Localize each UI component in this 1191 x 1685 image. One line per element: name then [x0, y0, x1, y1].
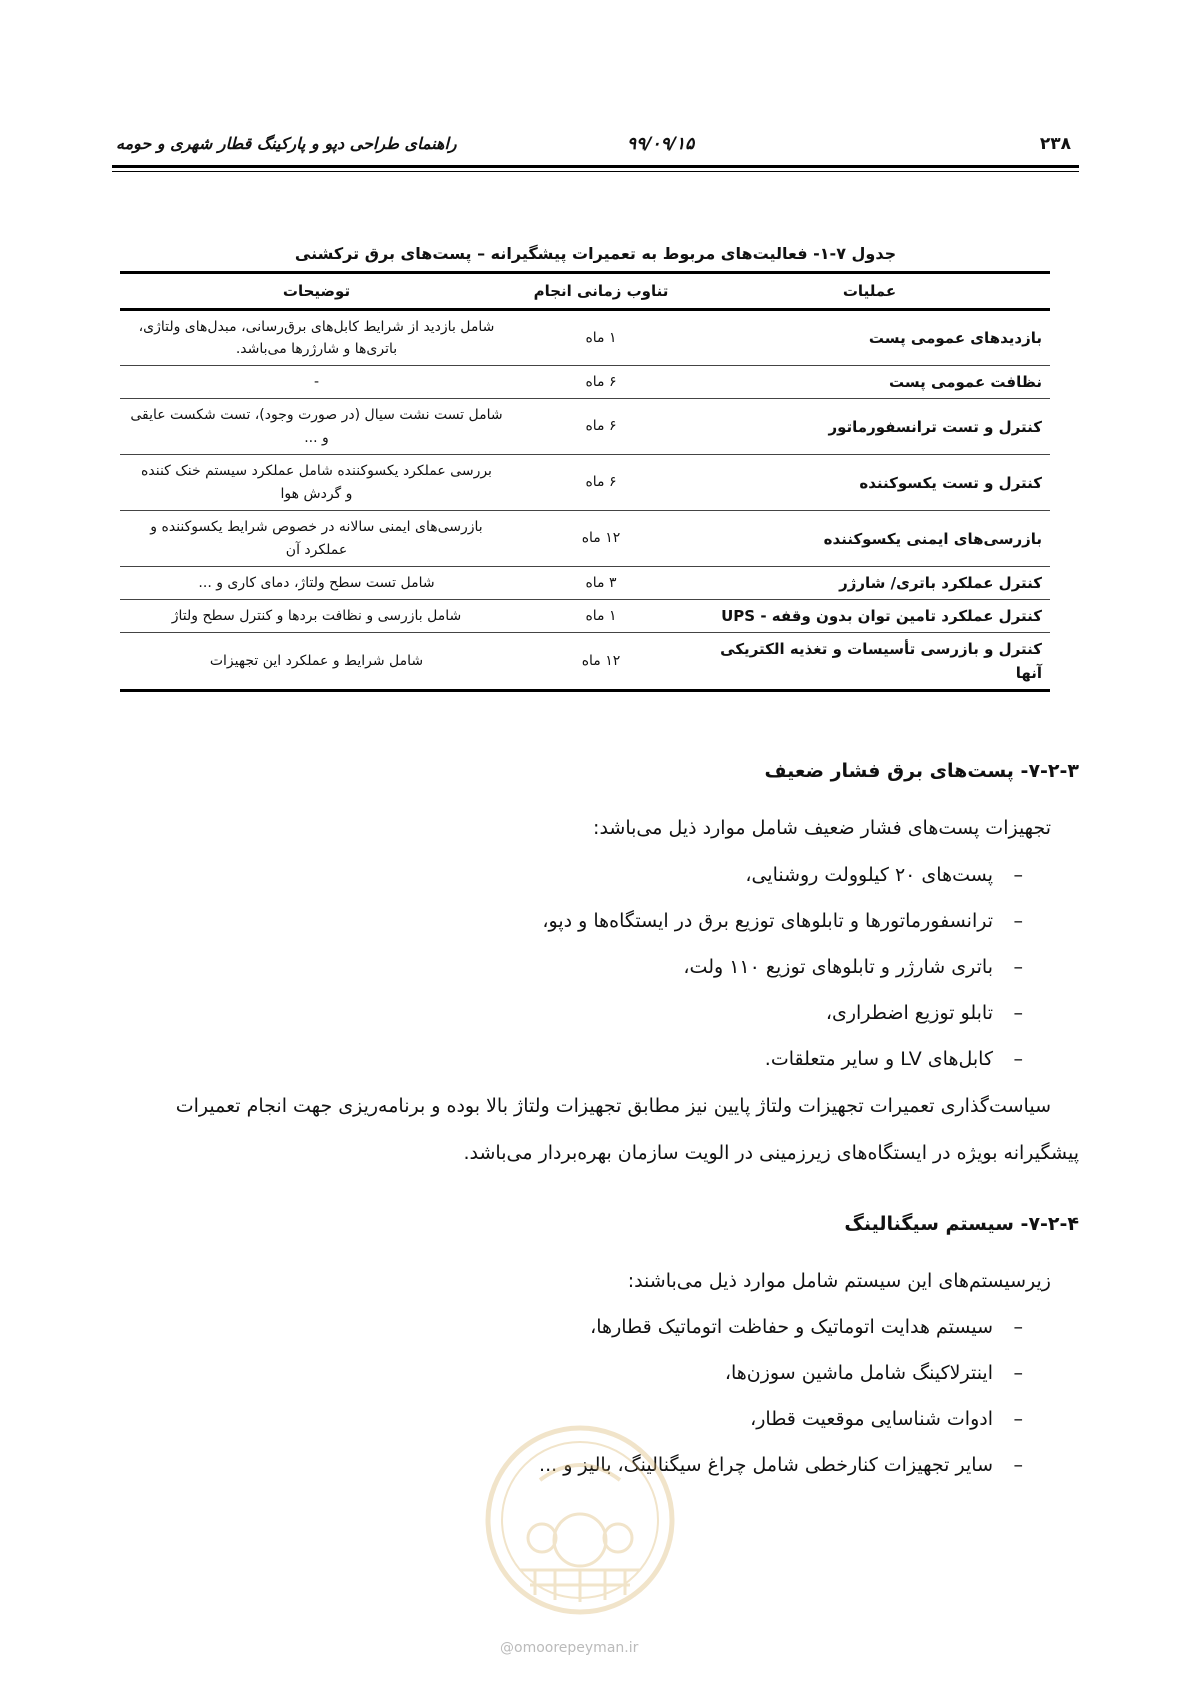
section-intro: زیرسیستم‌های این سیستم شامل موارد ذیل می‌باشند: [627, 1270, 1051, 1292]
page-number: ۲۳۸ [1039, 134, 1071, 154]
description-line: بررسی عملکرد یکسوکننده شامل عملکرد سیستم خنک کننده [141, 463, 492, 480]
header-rule-thick [112, 165, 1079, 168]
bullet-dash: – [1013, 864, 1023, 886]
description-cell [120, 600, 513, 633]
policy-line: پیشگیرانه بویژه در ایستگاه‌های زیرزمینی در الویت سازمان بهره‌بردار می‌باشد. [463, 1142, 1079, 1164]
frequency-cell: ۶ ماه [513, 366, 689, 399]
description-cell [120, 366, 513, 399]
table-row [120, 310, 1050, 366]
header-description: توضیحات [120, 273, 513, 310]
list-item-text: ادوات شناسایی موقعیت قطار، [750, 1408, 993, 1430]
table-row [120, 511, 1050, 567]
list-item [745, 864, 1023, 886]
description-cell [120, 310, 513, 366]
description-line: و گردش هوا [280, 485, 353, 502]
list-item [542, 910, 1023, 932]
bullet-dash: – [1013, 910, 1023, 932]
table-header-row [120, 273, 1050, 310]
list-item-text: باتری شارژر و تابلوهای توزیع ۱۱۰ ولت، [683, 956, 993, 978]
watermark-seal-icon [480, 1420, 680, 1620]
table-row [120, 633, 1050, 691]
operation-cell: نظافت عمومی پست [689, 366, 1050, 399]
bullet-dash: – [1013, 1048, 1023, 1070]
list-item [590, 1316, 1023, 1338]
table-row [120, 600, 1050, 633]
description-cell [120, 399, 513, 455]
policy-paragraph [114, 1083, 1079, 1177]
header-operations: عملیات [689, 273, 1050, 310]
description-line: شامل بازرسی و نظافت بردها و کنترل سطح ولتاژ [171, 607, 462, 624]
description-cell [120, 455, 513, 511]
bullet-dash: – [1013, 1454, 1023, 1476]
frequency-cell: ۱۲ ماه [513, 511, 689, 567]
description-line: شامل تست نشت سیال (در صورت وجود)، تست شکست عایقی [130, 407, 503, 424]
description-line: شامل شرایط و عملکرد این تجهیزات [209, 652, 424, 669]
description-cell [120, 633, 513, 691]
list-item [826, 1002, 1023, 1024]
table-row [120, 399, 1050, 455]
bullet-dash: – [1013, 956, 1023, 978]
section-heading-signaling: ۷-۲-۴- سیستم سیگنالینگ [844, 1213, 1079, 1235]
list-item [725, 1362, 1023, 1384]
bullet-dash: – [1013, 1362, 1023, 1384]
frequency-cell: ۱ ماه [513, 600, 689, 633]
header-rule-thin [112, 171, 1079, 172]
description-cell [120, 511, 513, 567]
header-frequency: تناوب زمانی انجام [513, 273, 689, 310]
bullet-dash: – [1013, 1002, 1023, 1024]
policy-line: سیاست‌گذاری تعمیرات تجهیزات ولتاژ پایین نیز مطابق تجهیزات ولتاژ بالا بوده و برنامه‌ریزی جهت انجام تعمیرات [175, 1095, 1051, 1117]
list-item [765, 1048, 1023, 1070]
frequency-cell: ۱ ماه [513, 310, 689, 366]
description-line: - [313, 373, 320, 390]
description-line: و ... [304, 429, 329, 446]
operation-cell: کنترل عملکرد تامین توان بدون وقفه - UPS [689, 600, 1050, 633]
list-item-text: اینترلاکینگ شامل ماشین سوزن‌ها، [724, 1362, 993, 1384]
operation-cell: کنترل و تست یکسوکننده [689, 455, 1050, 511]
operation-cell: بازدیدهای عمومی پست [689, 310, 1050, 366]
description-line: عملکرد آن [285, 541, 348, 558]
table-row [120, 455, 1050, 511]
description-cell [120, 567, 513, 600]
maintenance-table [120, 271, 1050, 692]
list-item [683, 956, 1023, 978]
description-line: باتری‌ها و شارژرها می‌باشد. [235, 341, 398, 357]
operation-cell: کنترل و تست ترانسفورماتور [689, 399, 1050, 455]
list-item-text: سایر تجهیزات کنارخطی شامل چراغ سیگنالینگ، بالیز و ... [539, 1454, 993, 1476]
frequency-cell: ۳ ماه [513, 567, 689, 600]
description-line: شامل بازدید از شرایط کابل‌های برق‌رسانی، مبدل‌های ولتاژی، [138, 318, 495, 335]
list-item-text: کابل‌های LV و سایر متعلقات. [764, 1048, 993, 1070]
header-date: ۹۹/۰۹/۱۵ [627, 134, 695, 154]
description-line: شامل تست سطح ولتاژ، دمای کاری و ... [198, 574, 435, 591]
bullet-dash: – [1013, 1316, 1023, 1338]
list-item-text: تابلو توزیع اضطراری، [825, 1002, 993, 1024]
table-row [120, 567, 1050, 600]
watermark-site: @omoorepeyman.ir [500, 1640, 639, 1656]
bullet-dash: – [1013, 1408, 1023, 1430]
operation-cell: کنترل عملکرد باتری/ شارژر [689, 567, 1050, 600]
frequency-cell: ۱۲ ماه [513, 633, 689, 691]
frequency-cell: ۶ ماه [513, 455, 689, 511]
operation-cell: بازرسی‌های ایمنی یکسوکننده [689, 511, 1050, 567]
list-item-text: پست‌های ۲۰ کیلوولت روشنایی، [745, 864, 993, 886]
table-caption: جدول ۷-۱- فعالیت‌های مربوط به تعمیرات پیشگیرانه – پست‌های برق ترکشنی [294, 244, 897, 263]
list-item [750, 1408, 1023, 1430]
page-header [112, 128, 1079, 168]
section-heading-low-voltage: ۷-۲-۳- پست‌های برق فشار ضعیف [764, 760, 1079, 782]
list-item-text: سیستم هدایت اتوماتیک و حفاظت اتوماتیک قطارها، [590, 1316, 993, 1338]
description-line: بازرسی‌های ایمنی سالانه در خصوص شرایط یکسوکننده و [150, 519, 483, 536]
list-item-text: ترانسفورماتورها و تابلوهای توزیع برق در ایستگاه‌ها و دپو، [542, 910, 993, 932]
operation-cell: کنترل و بازرسی تأسیسات و تغذیه الکتریکی آنها [689, 633, 1050, 691]
frequency-cell: ۶ ماه [513, 399, 689, 455]
document-title: راهنمای طراحی دپو و پارکینگ قطار شهری و حومه [116, 134, 457, 153]
table-row [120, 366, 1050, 399]
section-intro: تجهیزات پست‌های فشار ضعیف شامل موارد ذیل می‌باشد: [593, 817, 1051, 839]
